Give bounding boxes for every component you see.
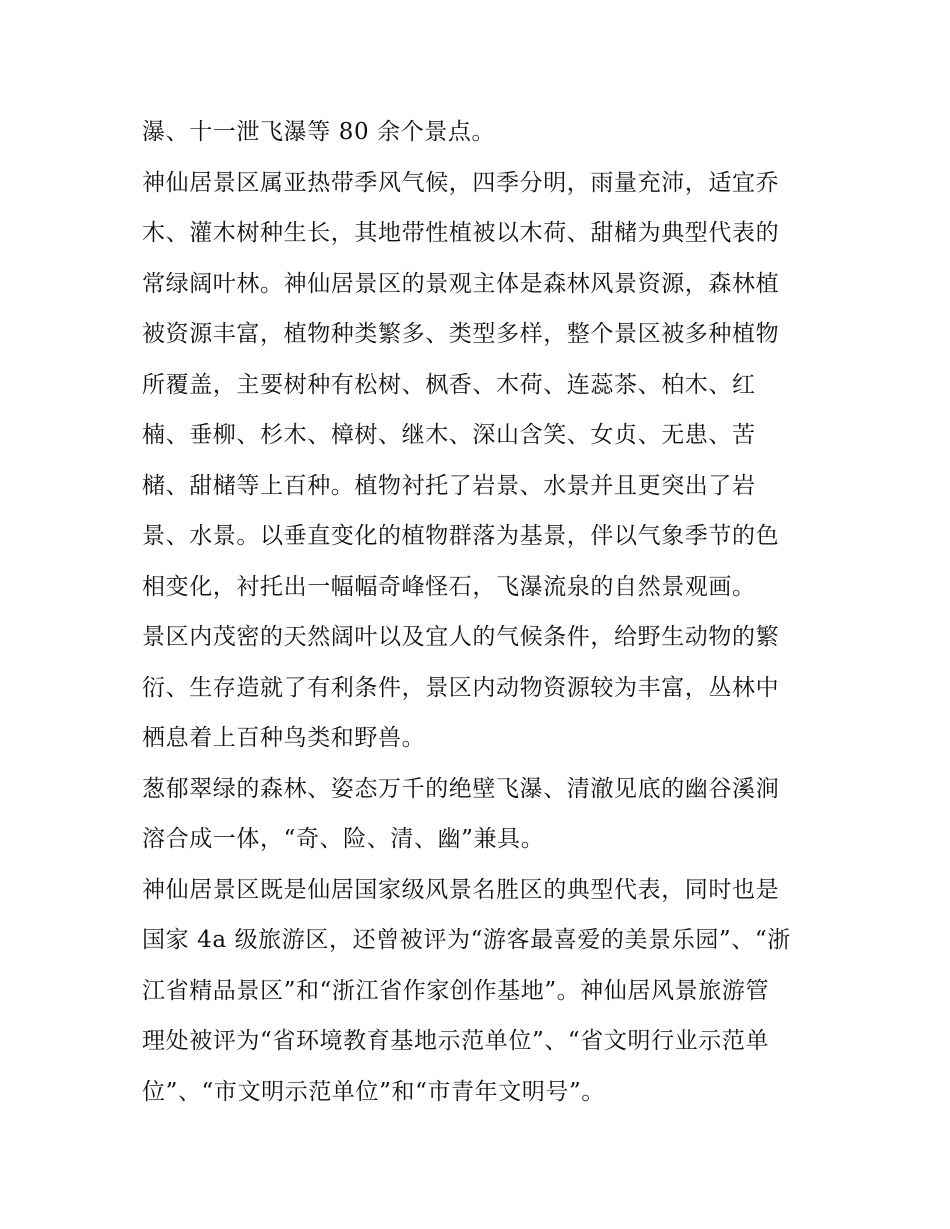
- text-line: 景、水景。以垂直变化的植物群落为基景，伴以气象季节的色: [142, 523, 780, 549]
- text-line: 国家 4a 级旅游区，还曾被评为“游客最喜爱的美景乐园”、“浙: [142, 927, 791, 953]
- text-line: 木、灌木树种生长，其地带性植被以木荷、甜槠为典型代表的: [142, 220, 780, 246]
- text-line: 江省精品景区”和“浙江省作家创作基地”。神仙居风景旅游管: [142, 977, 770, 1004]
- text-line: 栖息着上百种鸟类和野兽。: [142, 725, 426, 751]
- text-line: 槠、甜槠等上百种。植物衬托了岩景、水景并且更突出了岩: [142, 472, 756, 499]
- text-line: 所覆盖，主要树种有松树、枫香、木荷、连蕊茶、柏木、红: [142, 371, 756, 398]
- text-line: 理处被评为“省环境教育基地示范单位”、“省文明行业示范单: [142, 1028, 770, 1054]
- text-line: 瀑、十一泄飞瀑等 80 余个景点。: [142, 119, 496, 145]
- text-line: 神仙居景区属亚热带季风气候，四季分明，雨量充沛，适宜乔: [142, 169, 780, 196]
- text-line: 被资源丰富，植物种类繁多、类型多样，整个景区被多种植物: [142, 321, 780, 347]
- text-line: 衍、生存造就了有利条件，景区内动物资源较为丰富，丛林中: [142, 674, 780, 701]
- text-line: 葱郁翠绿的森林、姿态万千的绝壁飞瀑、清澈见底的幽谷溪涧: [142, 775, 780, 802]
- text-line: 常绿阔叶林。神仙居景区的景观主体是森林风景资源，森林植: [142, 270, 780, 297]
- text-line: 神仙居景区既是仙居国家级风景名胜区的典型代表，同时也是: [142, 876, 780, 903]
- text-line: 位”、“市文明示范单位”和“市青年文明号”。: [142, 1078, 605, 1105]
- text-line: 相变化，衬托出一幅幅奇峰怪石，飞瀑流泉的自然景观画。: [142, 573, 756, 600]
- text-line: 溶合成一体，“奇、险、清、幽”兼具。: [142, 826, 545, 852]
- document-body: [142, 107, 822, 1117]
- text-line: 楠、垂柳、杉木、樟树、继木、深山含笑、女贞、无患、苦: [142, 422, 756, 448]
- text-line: 景区内茂密的天然阔叶以及宜人的气候条件，给野生动物的繁: [142, 624, 780, 650]
